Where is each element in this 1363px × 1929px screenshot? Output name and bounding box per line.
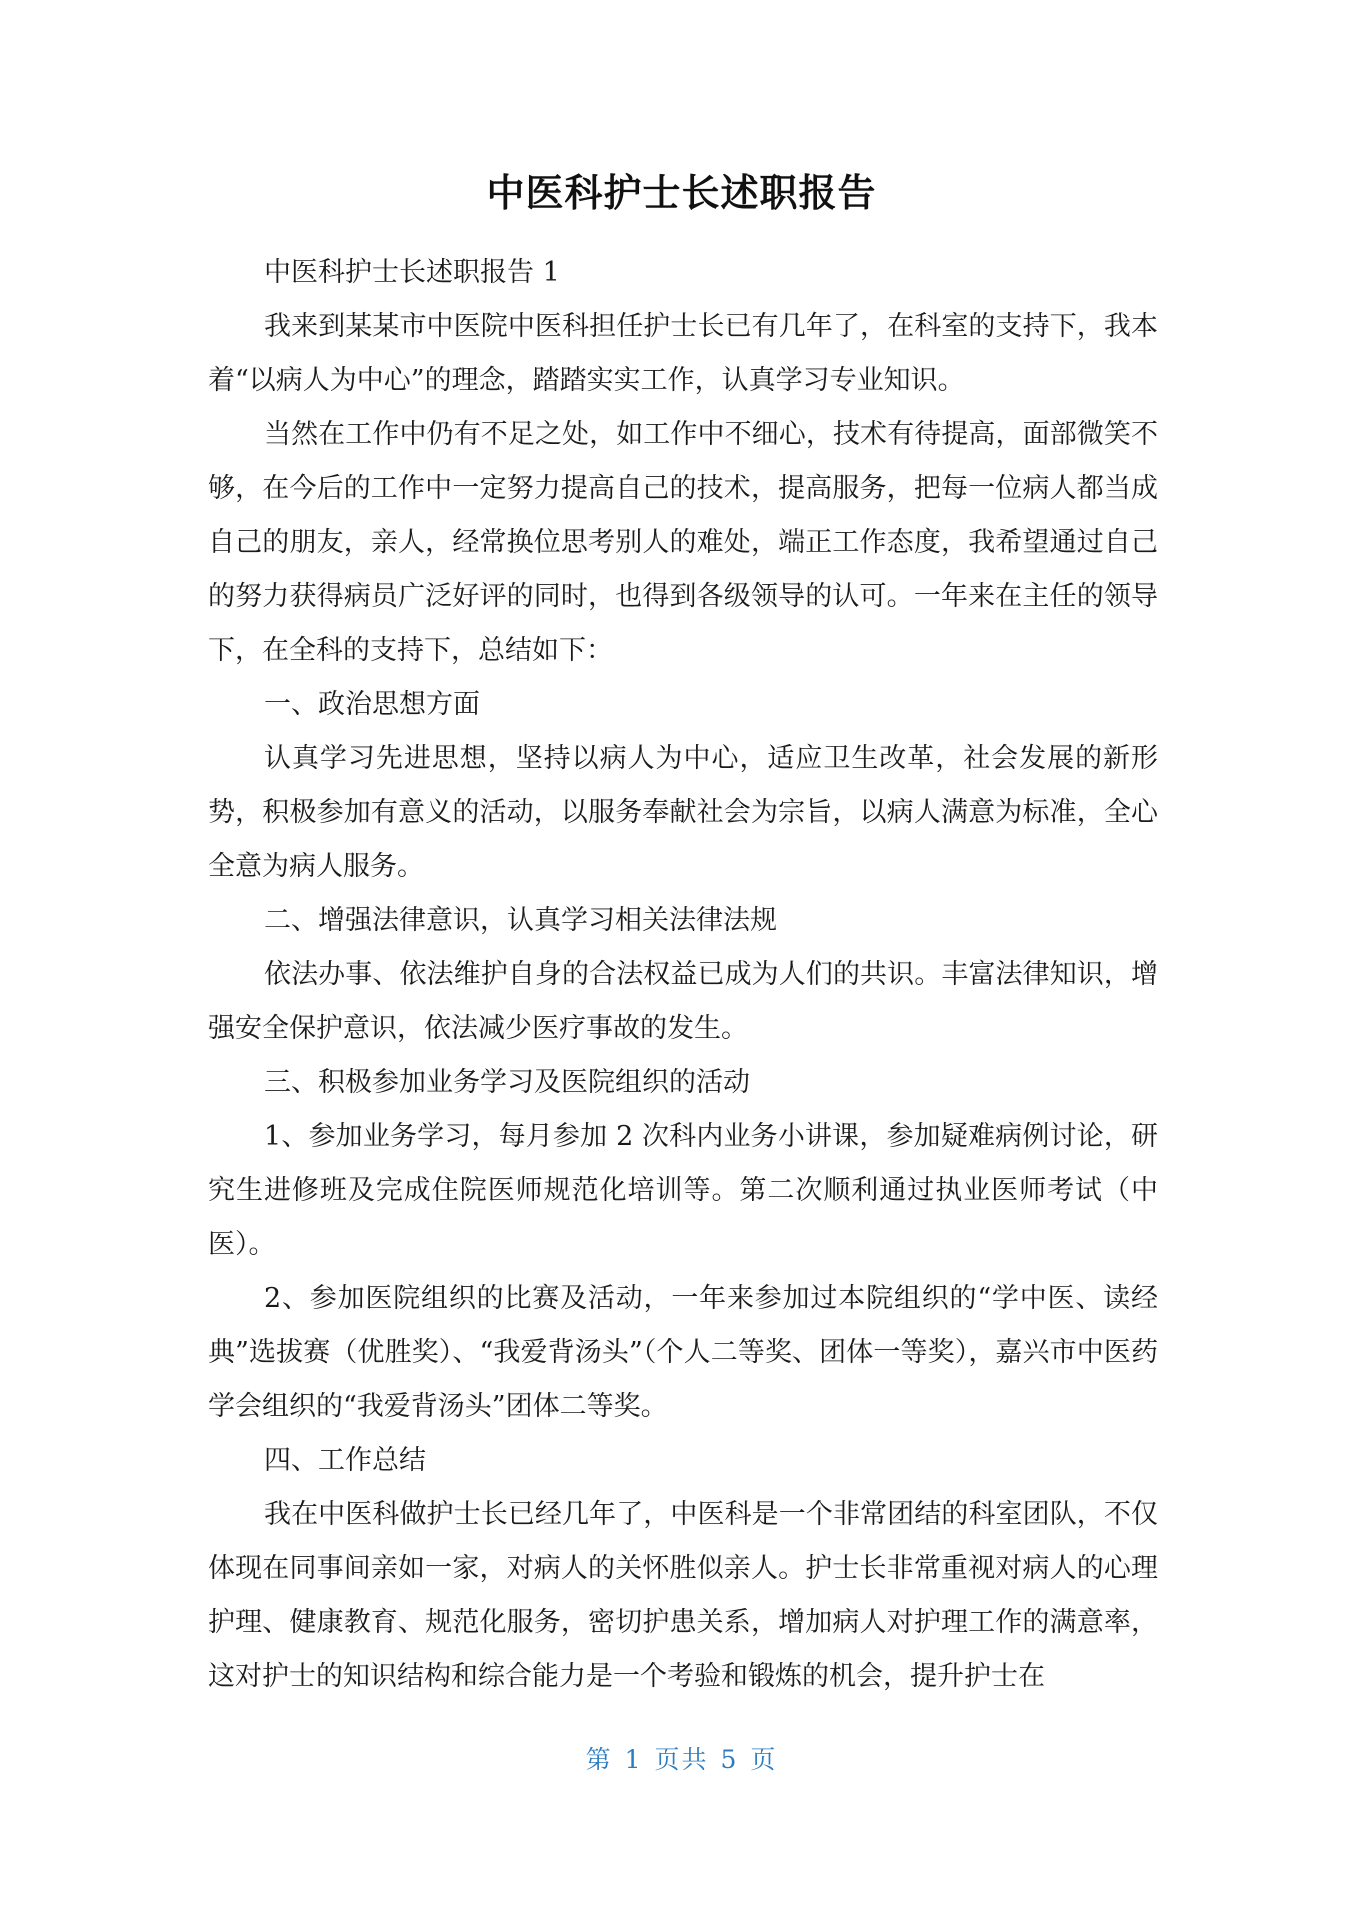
footer-page-suffix: 页 [750,1745,778,1774]
paragraph-intro: 我来到某某市中医院中医科担任护士长已有几年了，在科室的支持下，我本着“以病人为中心”的理念，踏踏实实工作，认真学习专业知识。 [208,311,1158,396]
paragraph-legal: 依法办事、依法维护自身的合法权益已成为人们的共识。丰富法律知识，增强安全保护意识，依法减少医疗事故的发生。 [208,959,1158,1044]
section-heading-4: 四、工作总结 [264,1445,426,1476]
page-footer [0,1740,1363,1776]
report-subtitle: 中医科护士长述职报告 1 [264,257,560,288]
footer-page-number: 1 [624,1745,643,1774]
paragraph-activities: 2、参加医院组织的比赛及活动，一年来参加过本院组织的“学中医、读经典”选拔赛（优胜奖）、“我爱背汤头”（个人二等奖、团体一等奖），嘉兴市中医药学会组织的“我爱背汤头”团体二等奖。 [208,1283,1158,1422]
paragraph-political: 认真学习先进思想，坚持以病人为中心，适应卫生改革，社会发展的新形势，积极参加有意义的活动，以服务奉献社会为宗旨，以病人满意为标准，全心全意为病人服务。 [208,743,1158,882]
section-heading-3: 三、积极参加业务学习及医院组织的活动 [264,1067,750,1098]
footer-page-middle: 页共 [654,1745,709,1774]
paragraph-shortcomings: 当然在工作中仍有不足之处，如工作中不细心，技术有待提高，面部微笑不够，在今后的工作中一定努力提高自己的技术，提高服务，把每一位病人都当成自己的朋友，亲人，经常换位思考别人的难处，端正工作态度，我希望通过自己的努力获得病员广泛好评的同时，也得到各级领导的认可。一年来在主任的领导下，在全科的支持下，总结如下： [208,419,1158,666]
document-title: 中医科护士长述职报告 [486,170,877,215]
section-heading-2: 二、增强法律意识，认真学习相关法律法规 [264,905,777,936]
footer-page-total: 5 [720,1745,739,1774]
paragraph-study: 1、参加业务学习，每月参加 2 次科内业务小讲课，参加疑难病例讨论，研究生进修班及完成住院医师规范化培训等。第二次顺利通过执业医师考试（中医）。 [208,1121,1158,1260]
section-heading-1: 一、政治思想方面 [264,689,480,720]
document-body [208,246,1158,1704]
footer-page-prefix: 第 [585,1745,613,1774]
paragraph-summary: 我在中医科做护士长已经几年了，中医科是一个非常团结的科室团队，不仅体现在同事间亲如一家，对病人的关怀胜似亲人。护士长非常重视对病人的心理护理、健康教育、规范化服务，密切护患关系，增加病人对护理工作的满意率，这对护士的知识结构和综合能力是一个考验和锻炼的机会，提升护士在 [208,1499,1158,1692]
